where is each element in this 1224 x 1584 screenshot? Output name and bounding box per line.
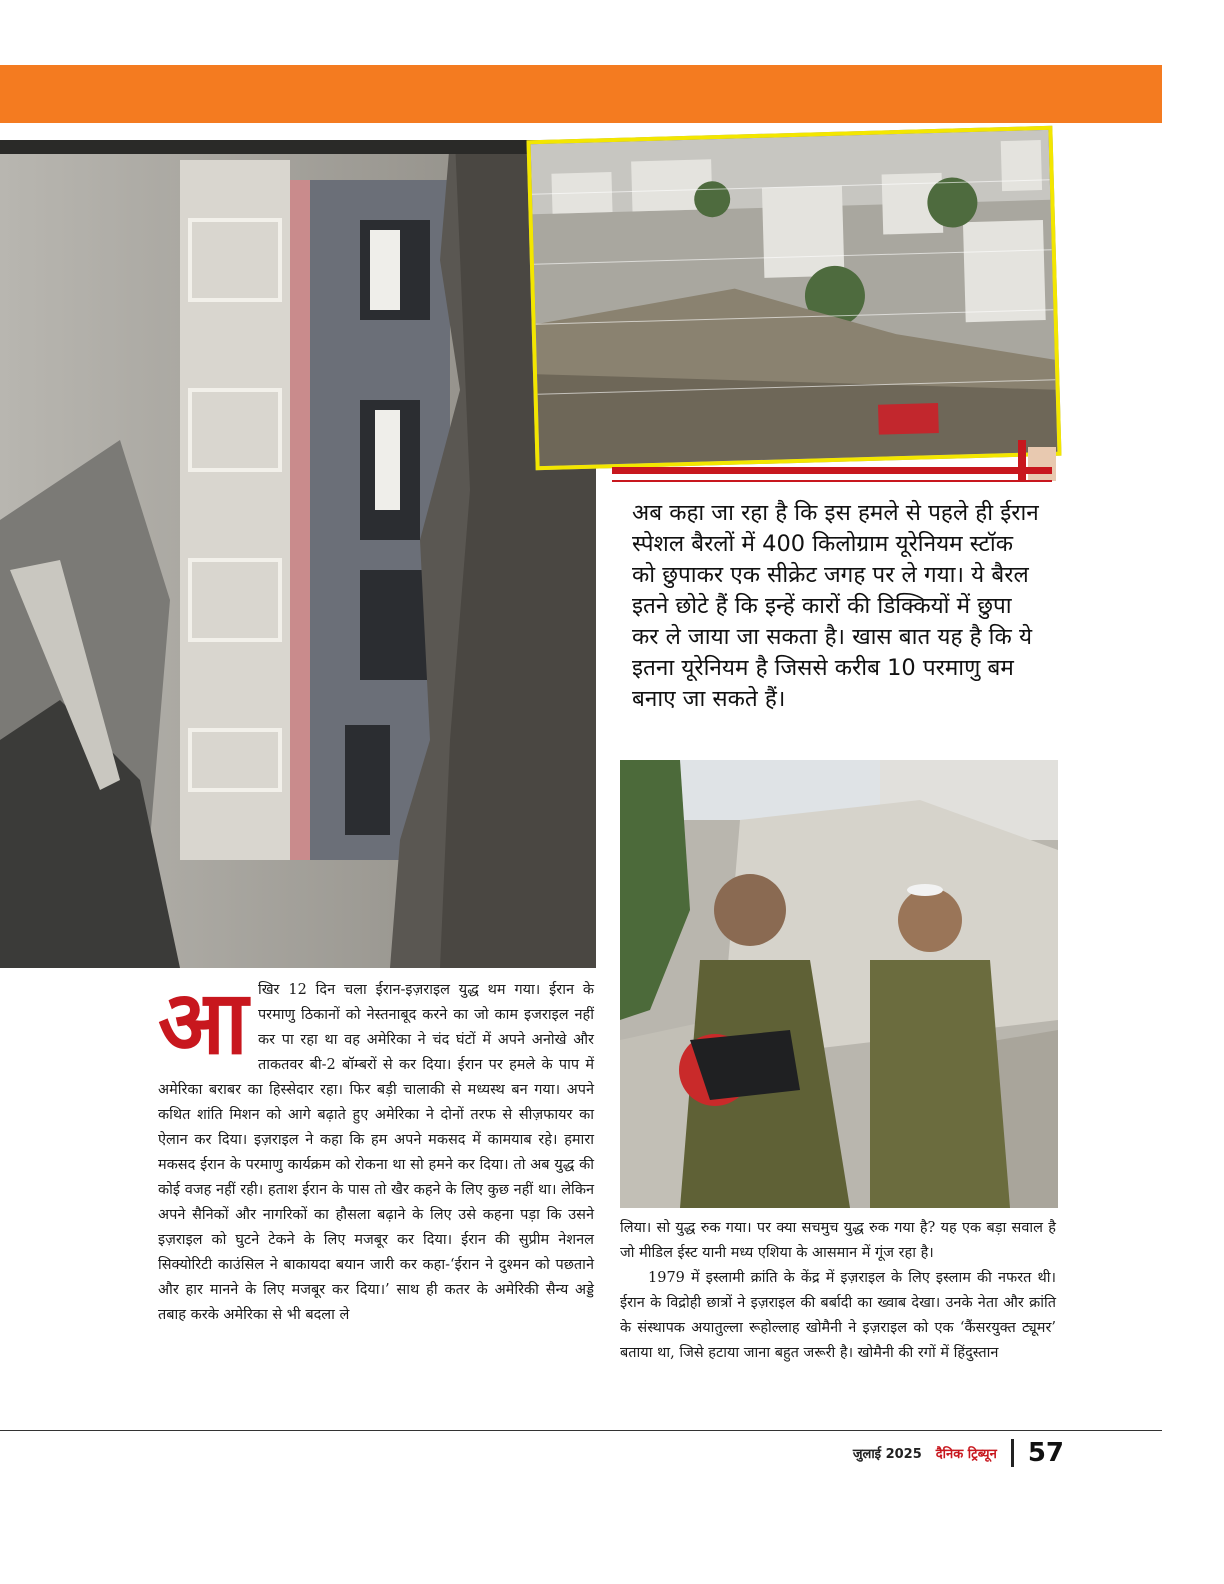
quote-rule [612,467,1052,474]
quote-accent-bar [1018,440,1026,480]
quote-corner-block [1028,447,1056,481]
quote-rule-thin [612,480,1052,482]
pull-quote: अब कहा जा रहा है कि इस हमले से पहले ही ईरान स्पेशल बैरलों में 400 किलोग्राम यूरेनियम स्टॉक को छुपाकर एक सीक्रेट जगह पर ले गया। ये बैरल इतने छोटे हैं कि इन्हें कारों की डिक्कियों में छुपा कर ले जाया जा सकता है। खास बात यह है कि ये इतना यूरेनियम है जिससे करीब 10 परमाणु बम बनाए जा सकते हैं। [632,500,1039,712]
footer-divider [1011,1439,1014,1467]
top-banner [0,65,1162,123]
magazine-name: दैनिक ट्रिब्यून [935,1447,997,1462]
issue-date: जुलाई 2025 [852,1447,922,1462]
article-right-column [620,1216,1056,1366]
drop-cap: आ [158,971,248,1074]
photo-soldiers-in-rubble [620,760,1058,1208]
article-body-right-p2: 1979 में इस्लामी क्रांति के केंद्र में इज़राइल के लिए इस्लाम की नफरत थी। ईरान के विद्रोही छात्रों ने इज़राइल की बर्बादी का ख्वाब देखा। उनके नेता और क्रांति के संस्थापक अयातुल्ला रूहोल्लाह खोमैनी ने इज़राइल को एक ‘कैंसरयुक्त ट्यूमर’ बताया था, जिसे हटाया जाना बहुत जरूरी है। खोमैनी की रगों में हिंदुस्तान [620,1270,1056,1361]
page-footer [853,1436,1064,1470]
article-left-column [158,971,594,1328]
photo-war-damaged-building [0,140,596,968]
photo-aerial-destruction [526,126,1061,471]
article-body-right-p1: लिया। सो युद्ध रुक गया। पर क्या सचमुच युद्ध रुक गया है? यह एक बड़ा सवाल है जो मीडिल ईस्ट यानी मध्य एशिया के आसमान में गूंज रहा है। [620,1220,1056,1261]
article-body-left: खिर 12 दिन चला ईरान-इज़राइल युद्ध थम गया। ईरान के परमाणु ठिकानों को नेस्तनाबूद करने का जो काम इजराइल नहीं कर पा रहा था वह अमेरिका ने चंद घंटों में अपने अनोखे और ताकतवर बी-2 बॉम्बरों से कर दिया। ईरान पर हमले के पाप में अमेरिका बराबर का हिस्सेदार रहा। फिर बड़ी चालाकी से मध्यस्थ बन गया। अपने कथित शांति मिशन को आगे बढ़ाते हुए अमेरिका ने दोनों तरफ से सीज़फायर का ऐलान कर दिया। इज़राइल ने कहा कि हम अपने मकसद में कामयाब रहे। हमारा मकसद ईरान के परमाणु कार्यक्रम को रोकना था सो हमने कर दिया। तो अब युद्ध की कोई वजह नहीं रही। हताश ईरान के पास तो खैर कहने के लिए कुछ नहीं था। लेकिन अपने सैनिकों और नागरिकों का हौसला बढ़ाने के लिए उसे कहना पड़ा कि उसने इज़राइल को घुटने टेकने के लिए मजबूर कर दिया। ईरान की सुप्रीम नेशनल सिक्योरिटी काउंसिल ने बाकायदा बयान जारी कर कहा-‘ईरान ने दुश्मन को पछताने और हार मानने के लिए मजबूर कर दिया।’ साथ ही कतर के अमेरिकी सैन्य अड्डे तबाह करके अमेरिका से भी बदला ले [158,982,594,1323]
footer-rule [0,1430,1162,1431]
page-number: 57 [1027,1438,1064,1468]
